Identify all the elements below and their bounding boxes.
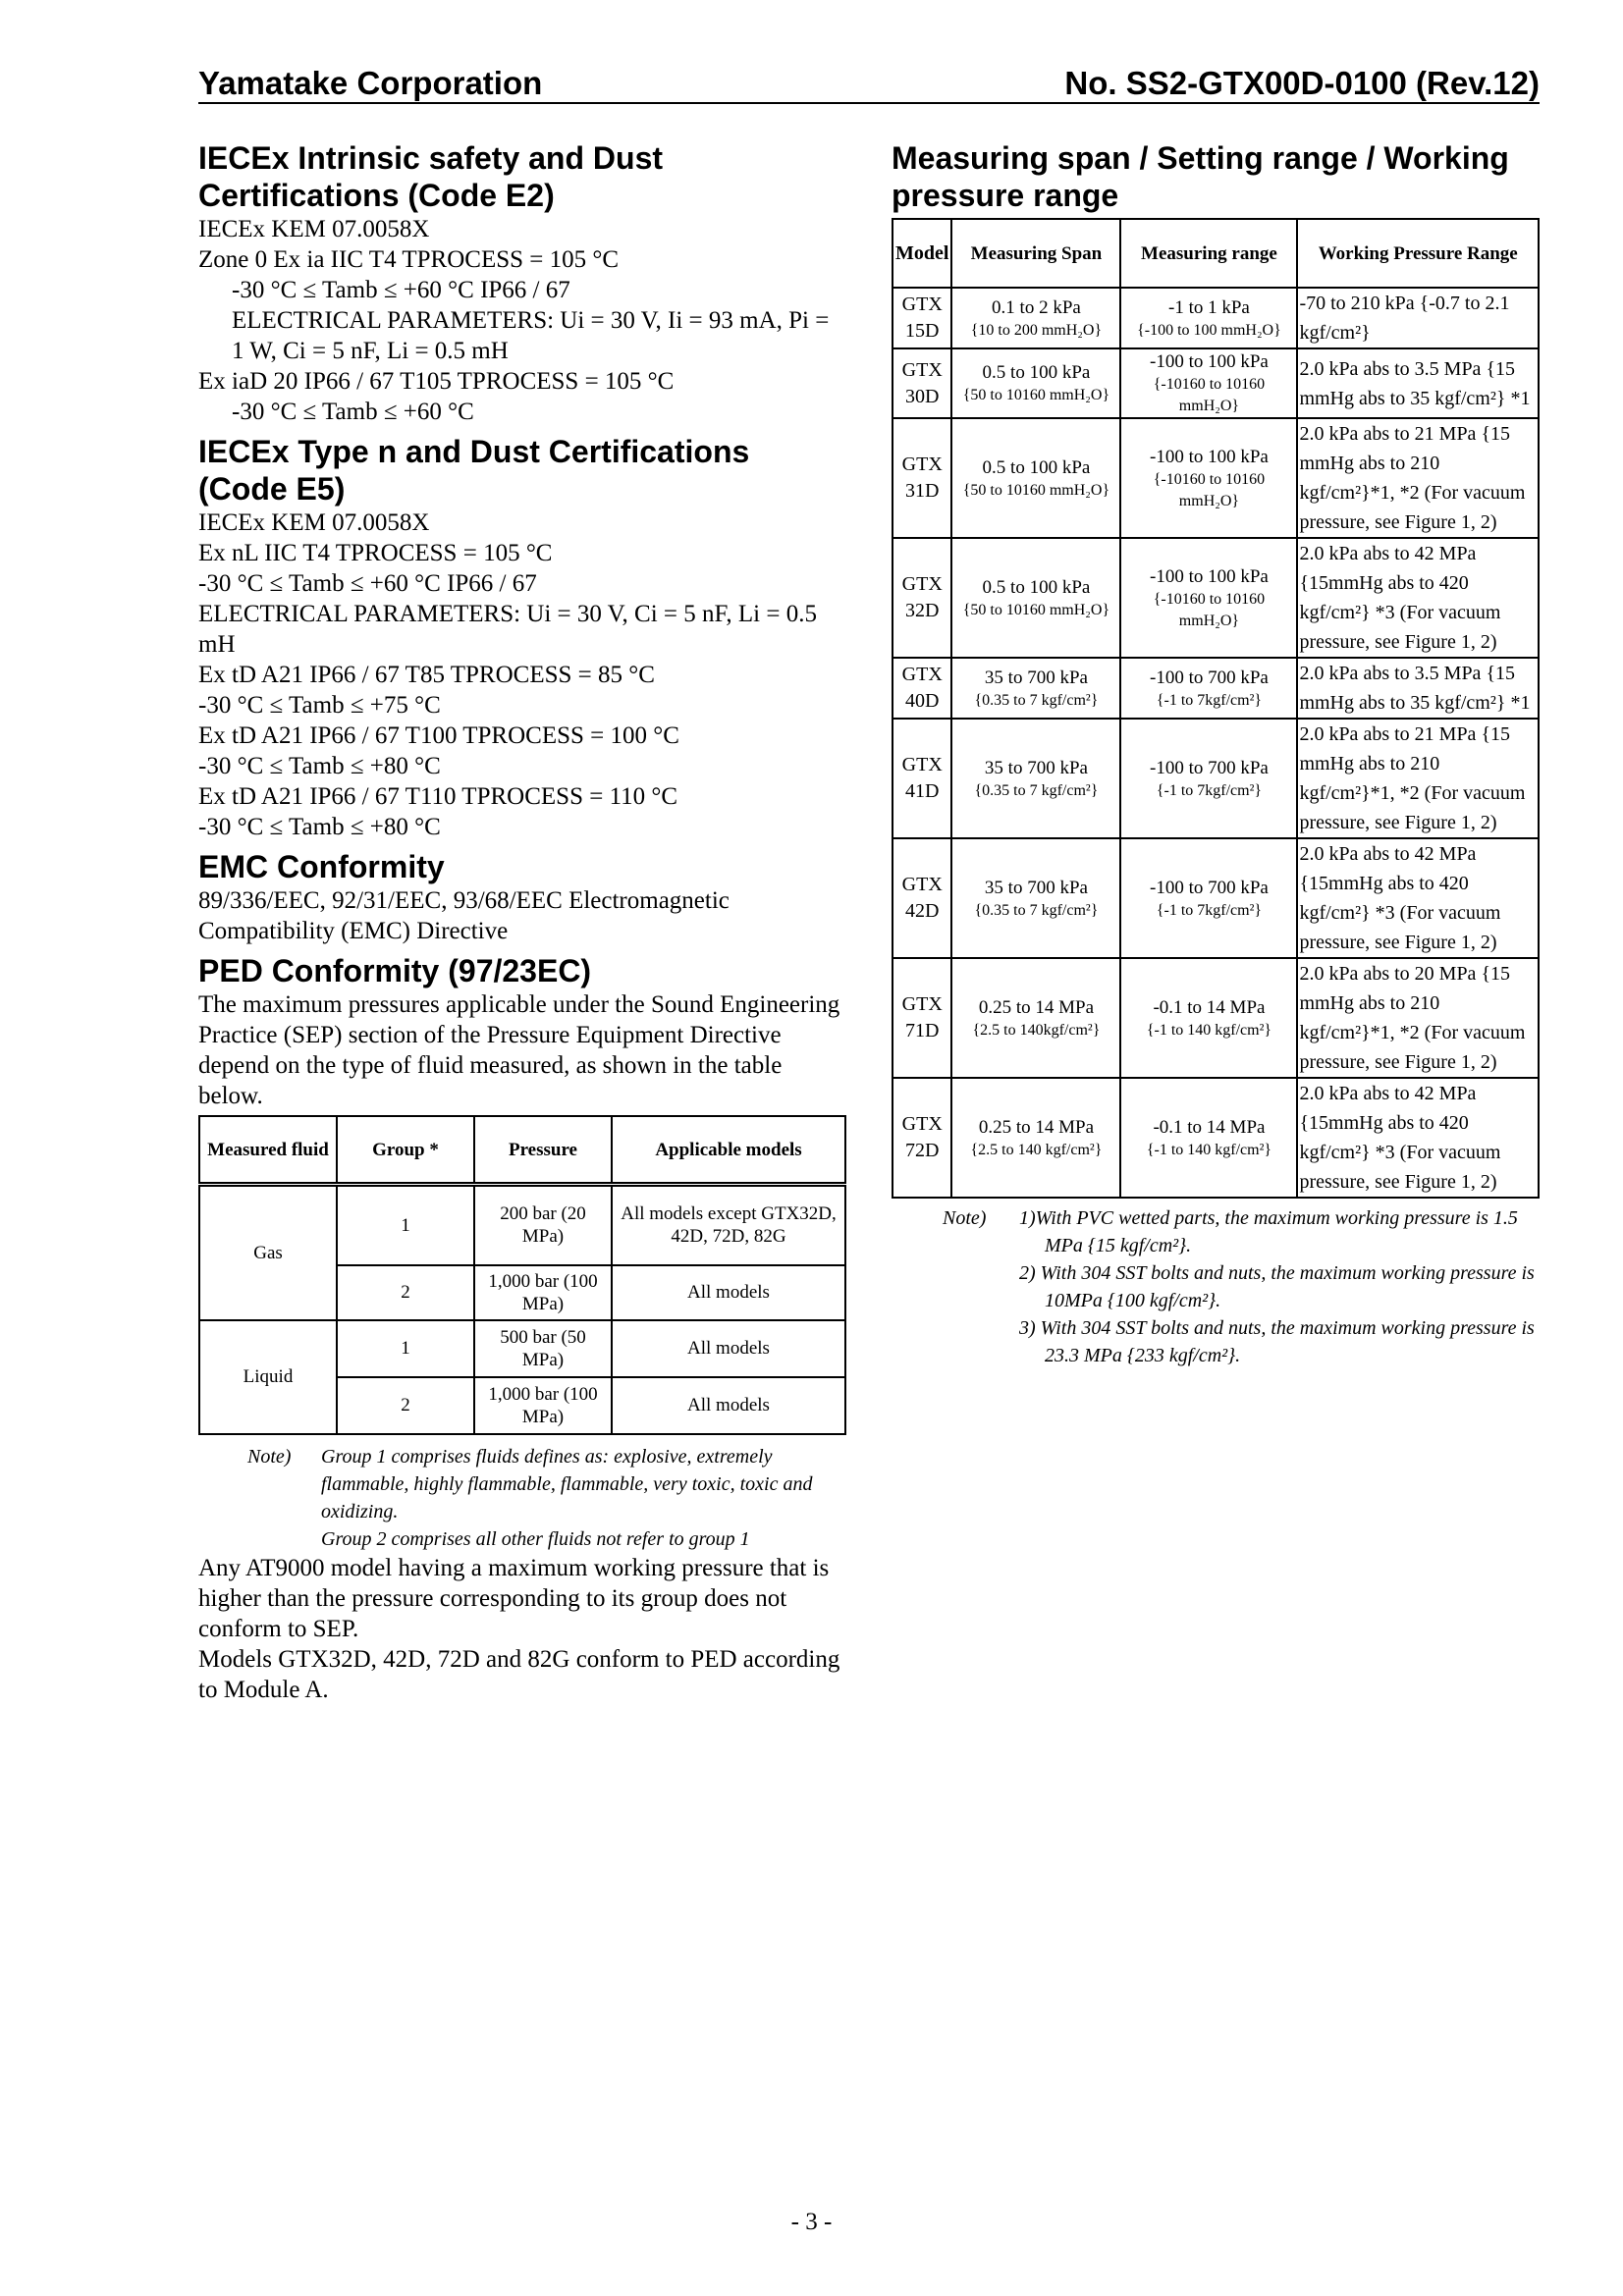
iecex-e5-line: Ex tD A21 IP66 / 67 T100 TPROCESS = 100 °C: [198, 722, 679, 749]
span-cell-span: [951, 1078, 1120, 1198]
iecex-e5-line: -30 °C ≤ Tamb ≤ +80 °C: [198, 753, 441, 779]
span-cell-wpr: 2.0 kPa abs to 3.5 MPa {15 mmHg abs to 35 kgf/cm²} *1: [1297, 348, 1539, 418]
iecex-e5-line: Ex nL IIC T4 TPROCESS = 105 °C: [198, 540, 553, 566]
span-cell-range: [1120, 958, 1297, 1078]
span-cell-model: GTX 42D: [893, 838, 951, 958]
span-value: 35 to 700 kPa: [984, 667, 1088, 688]
ped-cell-pressure: 200 bar (20 MPa): [474, 1185, 612, 1265]
left-column: [198, 139, 846, 1705]
iecex-e2-line: ELECTRICAL PARAMETERS: Ui = 30 V, Ii = 93 mA, Pi = 1 W, Ci = 5 nF, Li = 0.5 mH: [232, 307, 830, 364]
span-value: 0.1 to 2 kPa: [992, 296, 1081, 318]
iecex-e5-line: -30 °C ≤ Tamb ≤ +80 °C: [198, 814, 441, 840]
span-note-3: 3) With 304 SST bolts and nuts, the maximum working pressure is 23.3 MPa {233 kgf/cm²}.: [1019, 1317, 1535, 1366]
ped-cell-pressure: 1,000 bar (100 MPa): [474, 1265, 612, 1320]
span-cell-model: GTX 30D: [893, 348, 951, 418]
ped-cell-models: All models except GTX32D, 42D, 72D, 82G: [612, 1185, 845, 1265]
ped-cell-group: 2: [337, 1377, 474, 1434]
span-cell-span: [951, 838, 1120, 958]
span-value: 35 to 700 kPa: [984, 877, 1088, 898]
span-sub-value: {2.5 to 140 kgf/cm²}: [970, 1141, 1103, 1158]
ped-header-fluid: Measured fluid: [199, 1116, 337, 1185]
span-cell-span: [951, 418, 1120, 538]
ped-title: PED Conformity (97/23EC): [198, 953, 592, 988]
table-row: [893, 288, 1539, 348]
iecex-e2-line: -30 °C ≤ Tamb ≤ +60 °C: [232, 399, 474, 425]
span-cell-model: GTX 31D: [893, 418, 951, 538]
span-title: Measuring span / Setting range / Working pressure range: [892, 140, 1509, 213]
ped-note-label: Note): [247, 1445, 292, 1468]
span-cell-wpr: 2.0 kPa abs to 20 MPa {15 mmHg abs to 210 kgf/cm²}*1, *2 (For vacuum pressure, see Figure 1, 2): [1297, 958, 1539, 1078]
ped-cell-liquid: Liquid: [199, 1320, 337, 1434]
right-column: [892, 139, 1540, 1369]
table-row: [893, 538, 1539, 658]
ped-section: [198, 952, 846, 1705]
range-value: -0.1 to 14 MPa: [1153, 996, 1266, 1018]
span-cell-range: [1120, 719, 1297, 838]
span-cell-wpr: 2.0 kPa abs to 21 MPa {15 mmHg abs to 210 kgf/cm²}*1, *2 (For vacuum pressure, see Figure 1, 2): [1297, 719, 1539, 838]
span-value: 0.5 to 100 kPa: [982, 456, 1091, 478]
span-cell-span: [951, 719, 1120, 838]
ped-cell-gas: Gas: [199, 1185, 337, 1320]
ped-note: [198, 1443, 846, 1553]
span-note: [892, 1204, 1540, 1369]
span-cell-span: [951, 658, 1120, 719]
span-cell-model: GTX 72D: [893, 1078, 951, 1198]
range-sub-value: {-1 to 140 kgf/cm²}: [1146, 1021, 1272, 1039]
span-cell-span: [951, 288, 1120, 348]
span-cell-range: [1120, 538, 1297, 658]
iecex-e5-line: -30 °C ≤ Tamb ≤ +60 °C IP66 / 67: [198, 570, 537, 597]
page-header: [198, 63, 1540, 104]
span-header-range: Measuring range: [1120, 219, 1297, 288]
range-value: -1 to 1 kPa: [1168, 296, 1250, 318]
ped-note-2: Group 2 comprises all other fluids not refer to group 1: [321, 1527, 750, 1550]
span-cell-wpr: 2.0 kPa abs to 42 MPa {15mmHg abs to 420 kgf/cm²} *3 (For vacuum pressure, see Figure 1, 2): [1297, 1078, 1539, 1198]
ped-cell-group: 1: [337, 1320, 474, 1377]
range-value: -100 to 100 kPa: [1150, 446, 1269, 467]
iecex-e5-line: IECEx KEM 07.0058X: [198, 509, 430, 536]
span-value: 0.25 to 14 MPa: [978, 1116, 1095, 1138]
iecex-e2-line: Ex iaD 20 IP66 / 67 T105 TPROCESS = 105 °C: [198, 368, 675, 395]
iecex-e2-title: IECEx Intrinsic safety and Dust Certifications (Code E2): [198, 140, 664, 213]
span-sub-value: {0.35 to 7 kgf/cm²}: [974, 901, 1099, 919]
span-header-span: Measuring Span: [951, 219, 1120, 288]
range-sub-value: {-100 to 100 mmH₂O}: [1137, 321, 1281, 339]
span-note-1: 1)With PVC wetted parts, the maximum working pressure is 1.5 MPa {15 kgf/cm²}.: [1019, 1207, 1518, 1256]
span-note-2: 2) With 304 SST bolts and nuts, the maximum working pressure is 10MPa {100 kgf/cm²}.: [1019, 1262, 1535, 1311]
span-sub-value: {0.35 to 7 kgf/cm²}: [974, 691, 1099, 709]
table-row: [893, 838, 1539, 958]
ped-after-1: Any AT9000 model having a maximum working pressure that is higher than the pressure corresponding to its group does not conform to SEP.: [198, 1554, 830, 1642]
span-sub-value: {2.5 to 140kgf/cm²}: [972, 1021, 1101, 1039]
span-cell-wpr: -70 to 210 kPa {-0.7 to 2.1 kgf/cm²}: [1297, 288, 1539, 348]
ped-header-models: Applicable models: [612, 1116, 845, 1185]
table-row: [893, 958, 1539, 1078]
iecex-e5-section: [198, 433, 846, 842]
emc-title: EMC Conformity: [198, 849, 445, 884]
document-number: No. SS2-GTX00D-0100 (Rev.12): [1064, 65, 1540, 101]
emc-text: 89/336/EEC, 92/31/EEC, 93/68/EEC Electromagnetic Compatibility (EMC) Directive: [198, 887, 730, 944]
span-cell-model: GTX 71D: [893, 958, 951, 1078]
span-header-model: Model: [893, 219, 951, 288]
company-name: Yamatake Corporation: [198, 65, 543, 101]
ped-cell-group: 1: [337, 1185, 474, 1265]
span-cell-range: [1120, 418, 1297, 538]
span-value: 0.25 to 14 MPa: [978, 996, 1095, 1018]
span-cell-range: [1120, 348, 1297, 418]
span-cell-wpr: 2.0 kPa abs to 21 MPa {15 mmHg abs to 210 kgf/cm²}*1, *2 (For vacuum pressure, see Figure 1, 2): [1297, 418, 1539, 538]
table-row: [893, 658, 1539, 719]
table-row: [893, 719, 1539, 838]
table-row: [199, 1185, 845, 1265]
ped-intro: The maximum pressures applicable under the Sound Engineering Practice (SEP) section of the Pressure Equipment Directive depend on the type of fluid measured, as shown in the table below.: [198, 991, 840, 1109]
span-sub-value: {50 to 10160 mmH₂O}: [962, 387, 1110, 403]
span-cell-wpr: 2.0 kPa abs to 42 MPa {15mmHg abs to 420 kgf/cm²} *3 (For vacuum pressure, see Figure 1, 2): [1297, 538, 1539, 658]
table-row: [893, 418, 1539, 538]
span-cell-span: [951, 958, 1120, 1078]
range-sub-value: {-1 to 140 kgf/cm²}: [1146, 1141, 1272, 1158]
ped-header-pressure: Pressure: [474, 1116, 612, 1185]
span-header-wpr: Working Pressure Range: [1297, 219, 1539, 288]
page-number: - 3 -: [790, 2209, 833, 2235]
iecex-e5-line: ELECTRICAL PARAMETERS: Ui = 30 V, Ci = 5 nF, Li = 0.5 mH: [198, 601, 817, 658]
table-row: [893, 1078, 1539, 1198]
range-value: -0.1 to 14 MPa: [1153, 1116, 1266, 1138]
ped-cell-pressure: 1,000 bar (100 MPa): [474, 1377, 612, 1434]
emc-section: [198, 848, 846, 946]
ped-table: [198, 1115, 846, 1435]
iecex-e2-line: Zone 0 Ex ia IIC T4 TPROCESS = 105 °C: [198, 246, 620, 273]
span-cell-range: [1120, 1078, 1297, 1198]
iecex-e5-title: IECEx Type n and Dust Certifications (Code E5): [198, 434, 750, 507]
span-sub-value: {50 to 10160 mmH₂O}: [962, 601, 1110, 618]
ped-note-1: Group 1 comprises fluids defines as: explosive, extremely flammable, highly flammable, flammable, very toxic, toxic and oxidizing.: [321, 1445, 813, 1522]
ped-cell-pressure: 500 bar (50 MPa): [474, 1320, 612, 1377]
span-cell-model: GTX 40D: [893, 658, 951, 719]
range-sub-value: {-10160 to 10160 mmH₂O}: [1153, 590, 1266, 629]
span-cell-span: [951, 538, 1120, 658]
iecex-e2-line: -30 °C ≤ Tamb ≤ +60 °C IP66 / 67: [232, 277, 570, 303]
span-cell-model: GTX 41D: [893, 719, 951, 838]
iecex-e5-line: -30 °C ≤ Tamb ≤ +75 °C: [198, 692, 441, 719]
range-value: -100 to 700 kPa: [1150, 757, 1269, 778]
ped-cell-group: 2: [337, 1265, 474, 1320]
range-value: -100 to 700 kPa: [1150, 667, 1269, 688]
range-sub-value: {-10160 to 10160 mmH₂O}: [1153, 376, 1266, 414]
span-cell-range: [1120, 288, 1297, 348]
span-sub-value: {0.35 to 7 kgf/cm²}: [974, 781, 1099, 799]
span-cell-wpr: 2.0 kPa abs to 3.5 MPa {15 mmHg abs to 35 kgf/cm²} *1: [1297, 658, 1539, 719]
ped-cell-models: All models: [612, 1265, 845, 1320]
span-cell-range: [1120, 658, 1297, 719]
span-sub-value: {50 to 10160 mmH₂O}: [962, 481, 1110, 499]
range-sub-value: {-10160 to 10160 mmH₂O}: [1153, 470, 1266, 509]
span-value: 0.5 to 100 kPa: [982, 362, 1091, 383]
span-table: [892, 218, 1540, 1199]
table-row: [893, 348, 1539, 418]
ped-after-2: Models GTX32D, 42D, 72D and 82G conform to PED according to Module A.: [198, 1645, 840, 1703]
range-sub-value: {-1 to 7kgf/cm²}: [1156, 781, 1263, 799]
span-cell-range: [1120, 838, 1297, 958]
iecex-e5-line: Ex tD A21 IP66 / 67 T85 TPROCESS = 85 °C: [198, 662, 655, 688]
span-cell-model: GTX 15D: [893, 288, 951, 348]
ped-header-group: Group *: [337, 1116, 474, 1185]
span-sub-value: {10 to 200 mmH₂O}: [970, 321, 1103, 339]
span-cell-model: GTX 32D: [893, 538, 951, 658]
range-value: -100 to 100 kPa: [1150, 351, 1269, 372]
ped-cell-models: All models: [612, 1377, 845, 1434]
iecex-e2-section: [198, 139, 846, 427]
iecex-e5-line: Ex tD A21 IP66 / 67 T110 TPROCESS = 110 °C: [198, 783, 678, 810]
table-row: [199, 1320, 845, 1377]
ped-cell-models: All models: [612, 1320, 845, 1377]
range-value: -100 to 700 kPa: [1150, 877, 1269, 898]
span-cell-wpr: 2.0 kPa abs to 42 MPa {15mmHg abs to 420 kgf/cm²} *3 (For vacuum pressure, see Figure 1, 2): [1297, 838, 1539, 958]
range-value: -100 to 100 kPa: [1150, 565, 1269, 587]
iecex-e2-line: IECEx KEM 07.0058X: [198, 216, 430, 242]
range-sub-value: {-1 to 7kgf/cm²}: [1156, 691, 1263, 709]
span-cell-span: [951, 348, 1120, 418]
range-sub-value: {-1 to 7kgf/cm²}: [1156, 901, 1263, 919]
span-note-label: Note): [943, 1207, 987, 1229]
span-value: 35 to 700 kPa: [984, 757, 1088, 778]
span-value: 0.5 to 100 kPa: [982, 576, 1091, 598]
